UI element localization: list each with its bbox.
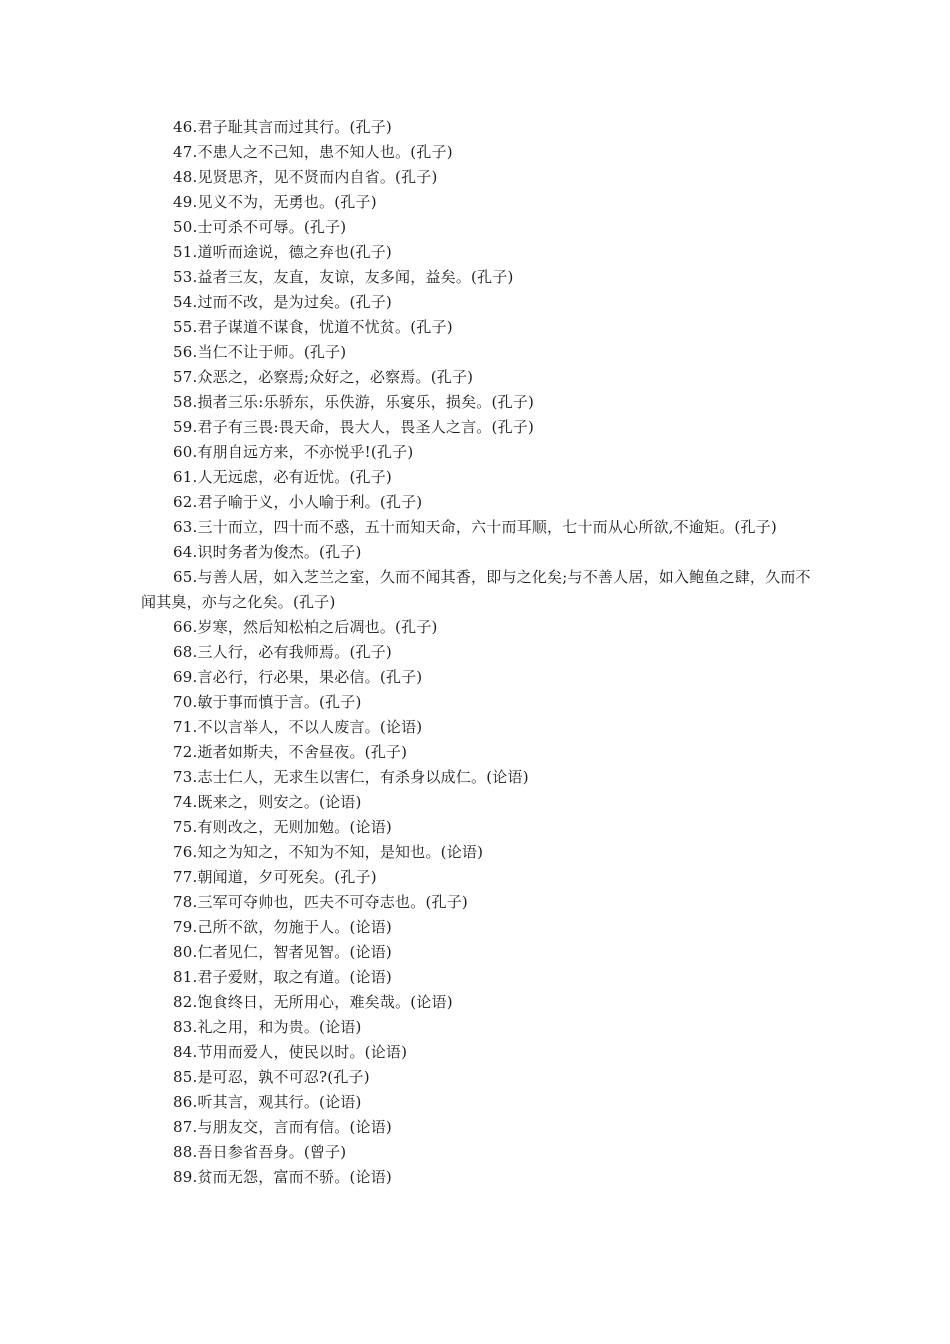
quote-line: 83.礼之用，和为贵。(论语) — [173, 1018, 362, 1036]
quote-line: 53.益者三友，友直，友谅，友多闻，益矣。(孔子) — [173, 268, 514, 286]
quote-line: 50.士可杀不可辱。(孔子) — [173, 218, 347, 236]
quote-line: 54.过而不改，是为过矣。(孔子) — [173, 293, 392, 311]
quote-line: 72.逝者如斯夫，不舍昼夜。(孔子) — [173, 743, 408, 761]
quote-line: 58.损者三乐:乐骄东，乐佚游，乐宴乐，损矣。(孔子) — [173, 393, 535, 411]
quote-line: 77.朝闻道，夕可死矣。(孔子) — [173, 868, 377, 886]
quote-line: 78.三军可夺帅也，匹夫不可夺志也。(孔子) — [173, 893, 468, 911]
quote-line: 73.志士仁人，无求生以害仁，有杀身以成仁。(论语) — [173, 768, 529, 786]
quote-line: 55.君子谋道不谋食，忧道不忧贫。(孔子) — [173, 318, 453, 336]
quote-line: 62.君子喻于义，小人喻于利。(孔子) — [173, 493, 423, 511]
quote-line: 47.不患人之不己知，患不知人也。(孔子) — [173, 143, 453, 161]
quote-line: 86.听其言，观其行。(论语) — [173, 1093, 362, 1111]
quote-line: 46.君子耻其言而过其行。(孔子) — [173, 118, 392, 136]
quote-list — [141, 115, 813, 1190]
quote-line: 60.有朋自远方来，不亦悦乎!(孔子) — [173, 443, 414, 461]
quote-line: 74.既来之，则安之。(论语) — [173, 793, 362, 811]
quote-line: 64.识时务者为俊杰。(孔子) — [173, 543, 362, 561]
quote-line: 66.岁寒，然后知松柏之后凋也。(孔子) — [173, 618, 438, 636]
quote-line: 85.是可忍，孰不可忍?(孔子) — [173, 1068, 370, 1086]
quote-line: 59.君子有三畏:畏天命，畏大人，畏圣人之言。(孔子) — [173, 418, 535, 436]
quote-line: 70.敏于事而慎于言。(孔子) — [173, 693, 362, 711]
quote-line: 81.君子爱财，取之有道。(论语) — [173, 968, 392, 986]
quote-line: 48.见贤思齐，见不贤而内自省。(孔子) — [173, 168, 438, 186]
quote-line: 71.不以言举人，不以人废言。(论语) — [173, 718, 423, 736]
quote-line: 63.三十而立，四十而不惑，五十而知天命，六十而耳顺，七十而从心所欲,不逾矩。(孔子) — [173, 518, 777, 536]
quote-line: 69.言必行，行必果，果必信。(孔子) — [173, 668, 423, 686]
quote-line: 68.三人行，必有我师焉。(孔子) — [173, 643, 392, 661]
quote-line: 65.与善人居，如入芝兰之室，久而不闻其香，即与之化矣;与不善人居，如入鲍鱼之肆，久而不闻其臭，亦与之化矣。(孔子) — [141, 568, 811, 611]
quote-line: 49.见义不为，无勇也。(孔子) — [173, 193, 377, 211]
quote-line: 82.饱食终日，无所用心，难矣哉。(论语) — [173, 993, 453, 1011]
quote-line: 84.节用而爱人，使民以时。(论语) — [173, 1043, 408, 1061]
quote-line: 75.有则改之，无则加勉。(论语) — [173, 818, 392, 836]
quote-line: 56.当仁不让于师。(孔子) — [173, 343, 347, 361]
quote-line: 57.众恶之，必察焉;众好之，必察焉。(孔子) — [173, 368, 474, 386]
quote-line: 80.仁者见仁，智者见智。(论语) — [173, 943, 392, 961]
quote-line: 61.人无远虑，必有近忧。(孔子) — [173, 468, 392, 486]
quote-line: 87.与朋友交，言而有信。(论语) — [173, 1118, 392, 1136]
quote-line: 79.己所不欲，勿施于人。(论语) — [173, 918, 392, 936]
quote-line: 51.道听而途说，德之弃也(孔子) — [173, 243, 392, 261]
quote-line: 89.贫而无怨，富而不骄。(论语) — [173, 1168, 392, 1186]
quote-line: 76.知之为知之，不知为不知，是知也。(论语) — [173, 843, 484, 861]
quote-line: 88.吾日参省吾身。(曾子) — [173, 1143, 347, 1161]
